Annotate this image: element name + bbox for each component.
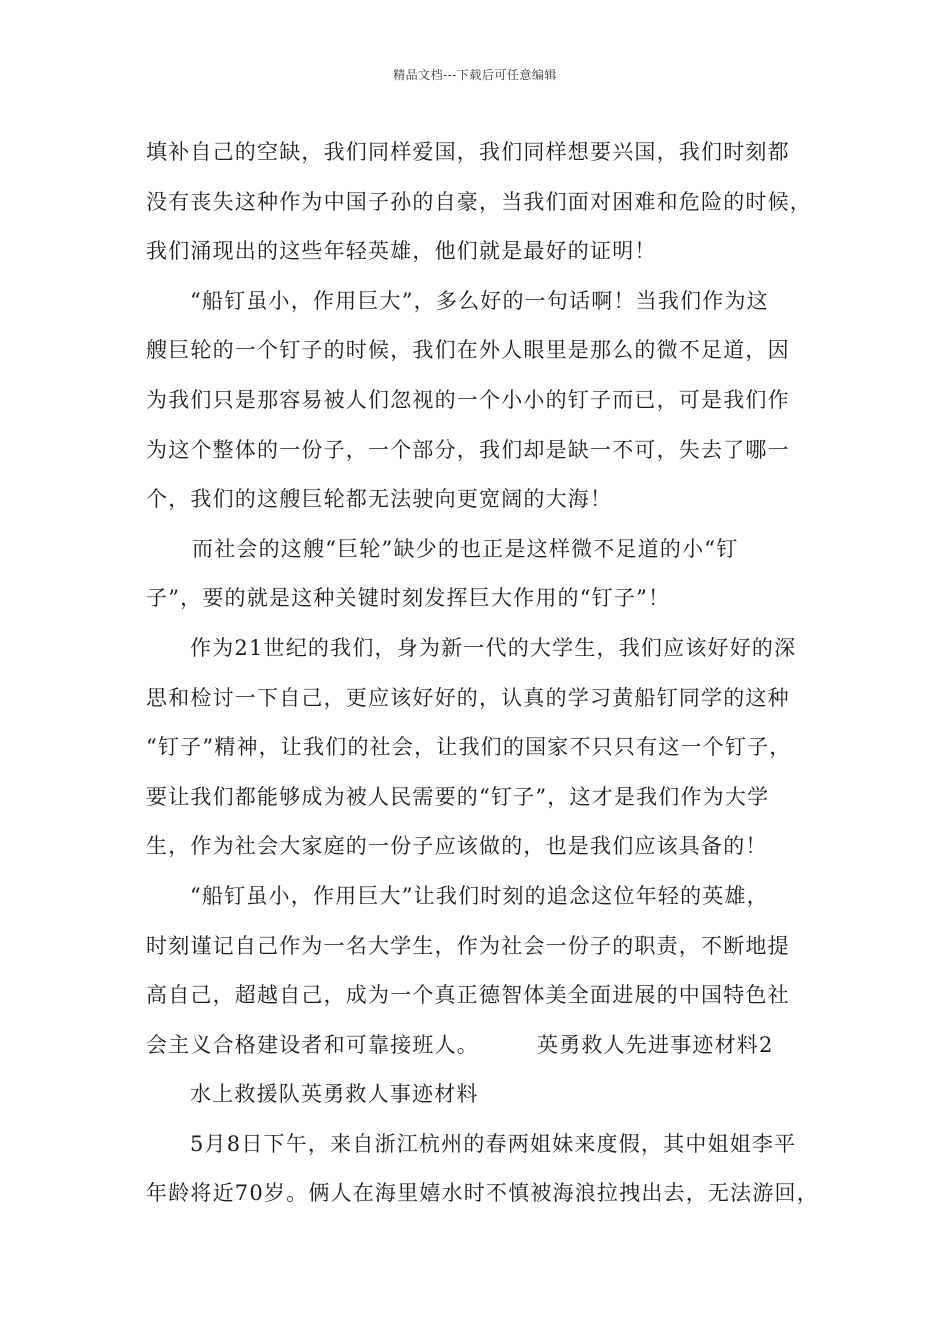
- section-subtitle: 水上救援队英勇救人事迹材料: [190, 1082, 479, 1107]
- text-line: 我们涌现出的这些年轻英雄，他们就是最好的证明！: [146, 239, 657, 264]
- document-body: [146, 132, 836, 1223]
- text-line: 思和检讨一下自己，更应该好好的，认真的学习黄船钉同学的这种: [146, 685, 790, 710]
- text-line: 子”，要的就是这种关键时刻发挥巨大作用的“钉子”！: [146, 586, 671, 611]
- section-title: 英勇救人先进事迹材料2: [537, 1032, 774, 1057]
- text-line: 为我们只是那容易被人们忽视的一个小小的钉子而已，可是我们作: [146, 387, 790, 412]
- page-header: 精品文档---下载后可任意编辑: [393, 68, 557, 82]
- paragraph-start-line: 作为21世纪的我们，身为新一代的大学生，我们应该好好的深: [190, 635, 797, 660]
- text-line: “钉子”精神，让我们的社会，让我们的国家不只只有这一个钉子，: [146, 735, 792, 760]
- text-line-part: 会主义合格建设者和可靠接班人。: [146, 1032, 479, 1057]
- text-line: 填补自己的空缺，我们同样爱国，我们同样想要兴国，我们时刻都: [146, 140, 790, 164]
- text-line-with-title: [146, 1025, 836, 1075]
- text-line: 个，我们的这艘巨轮都无法驶向更宽阔的大海！: [146, 487, 613, 512]
- text-line: 要让我们都能够成为被人民需要的“钉子”，这才是我们作为大学: [146, 784, 770, 809]
- paragraph-start-line: “船钉虽小，作用巨大”，多么好的一句话啊！当我们作为这: [190, 288, 769, 313]
- paragraph-start-line: 而社会的这艘“巨轮”缺少的也正是这样微不足道的小“钉: [192, 536, 739, 561]
- text-line: 年龄将近70岁。俩人在海里嬉水时不慎被海浪拉拽出去，无法游回，: [146, 1181, 819, 1206]
- paragraph-start-line: 5月8日下午，来自浙江杭州的春两姐妹来度假，其中姐姐李平: [190, 1131, 797, 1156]
- text-line: 为这个整体的一份子，一个部分，我们却是缺一不可，失去了哪一: [146, 437, 790, 462]
- text-line: 艘巨轮的一个钉子的时候，我们在外人眼里是那么的微不足道，因: [146, 338, 790, 363]
- text-line: 没有丧失这种作为中国子孙的自豪，当我们面对困难和危险的时候，: [146, 189, 812, 214]
- paragraph-start-line: “船钉虽小，作用巨大”让我们时刻的追念这位年轻的英雄，: [190, 883, 769, 908]
- text-line: 高自己，超越自己，成为一个真正德智体美全面进展的中国特色社: [146, 983, 790, 1008]
- text-line: 生，作为社会大家庭的一份子应该做的，也是我们应该具备的！: [146, 834, 768, 859]
- text-line: 时刻谨记自己作为一名大学生，作为社会一份子的职责，不断地提: [146, 933, 790, 958]
